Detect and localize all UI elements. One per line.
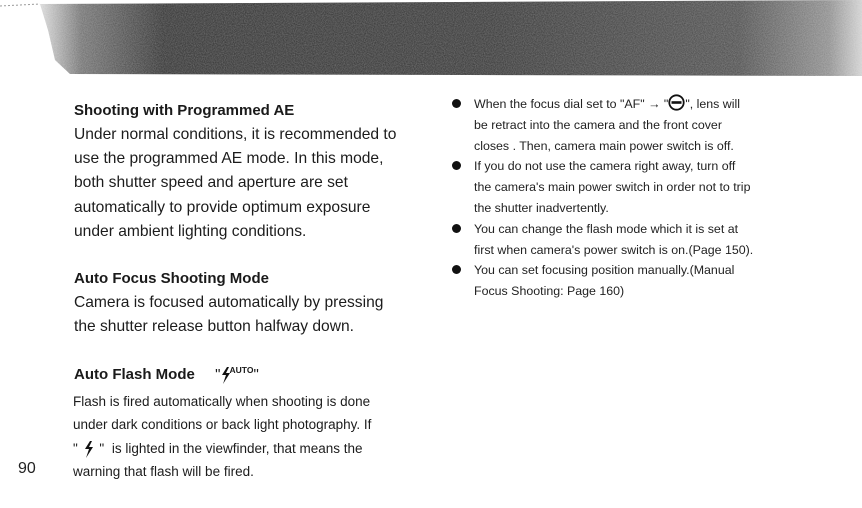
text-line: warning that flash will be fired. (73, 463, 254, 479)
bullet-icon (452, 99, 461, 108)
lens-retract-icon (668, 94, 685, 111)
text-line (474, 94, 821, 115)
section-body-auto-focus (74, 291, 434, 339)
bullet-icon (452, 161, 461, 170)
text-line: You can set focusing position manually.(Manual (474, 263, 735, 278)
text-line: both shutter speed and aperture are set (74, 174, 348, 192)
header-band (0, 0, 862, 78)
quote-open: " (73, 440, 78, 456)
section-heading-auto-focus: Auto Focus Shooting Mode (74, 270, 269, 287)
notes-list (451, 94, 821, 302)
text-line: be retract into the camera and the front cover (474, 117, 722, 132)
note-item (451, 156, 821, 218)
text-line: Under normal conditions, it is recommended to (74, 126, 397, 143)
section-body-auto-flash (73, 390, 433, 483)
text-segment: ", lens will (685, 97, 740, 111)
text-line: Flash is fired automatically when shooting is done (73, 394, 371, 409)
text-line: first when camera's power switch is on.(Page 150). (474, 242, 754, 257)
text-line: Focus Shooting: Page 160) (474, 284, 625, 299)
note-item (451, 260, 821, 302)
quote-close: " (99, 440, 105, 456)
note-item (451, 219, 821, 261)
flash-icon (84, 441, 94, 458)
text-line: closes . Then, camera main power switch is off. (474, 138, 734, 153)
text-line: the shutter release button halfway down. (74, 318, 354, 336)
note-item (451, 94, 821, 156)
bullet-icon (452, 224, 461, 233)
section-heading-auto-flash (74, 366, 259, 384)
text-line: under dark conditions or back light photography. If (73, 417, 372, 433)
page-number: 90 (18, 460, 36, 477)
text-line: Camera is focused automatically by pressing (74, 294, 384, 311)
text-line: the shutter inadvertently. (474, 200, 609, 215)
flash-auto-icon (221, 364, 254, 384)
section-heading-programmed-ae: Shooting with Programmed AE (74, 102, 295, 119)
quote-close: " (253, 366, 259, 383)
text-line: You can change the flash mode which it is set at (474, 221, 739, 236)
text-segment: When the focus dial set to "AF" → " (474, 97, 669, 111)
text-line: If you do not use the camera right away, turn off (474, 159, 736, 174)
text-segment: is lighted in the viewfinder, that means the (111, 440, 363, 456)
text-line: automatically to provide optimum exposure (74, 198, 371, 216)
text-line: under ambient lighting conditions. (74, 222, 307, 240)
quote-open: " (215, 366, 221, 383)
heading-text: Auto Flash Mode (74, 366, 195, 383)
text-line-flash-indicator (73, 437, 433, 460)
text-line: use the programmed AE mode. In this mode, (74, 150, 384, 168)
bullet-icon (452, 265, 461, 274)
auto-badge-label: AUTO (229, 364, 254, 375)
text-line: the camera's main power switch in order not to trip (474, 180, 751, 195)
section-body-programmed-ae (74, 123, 434, 244)
